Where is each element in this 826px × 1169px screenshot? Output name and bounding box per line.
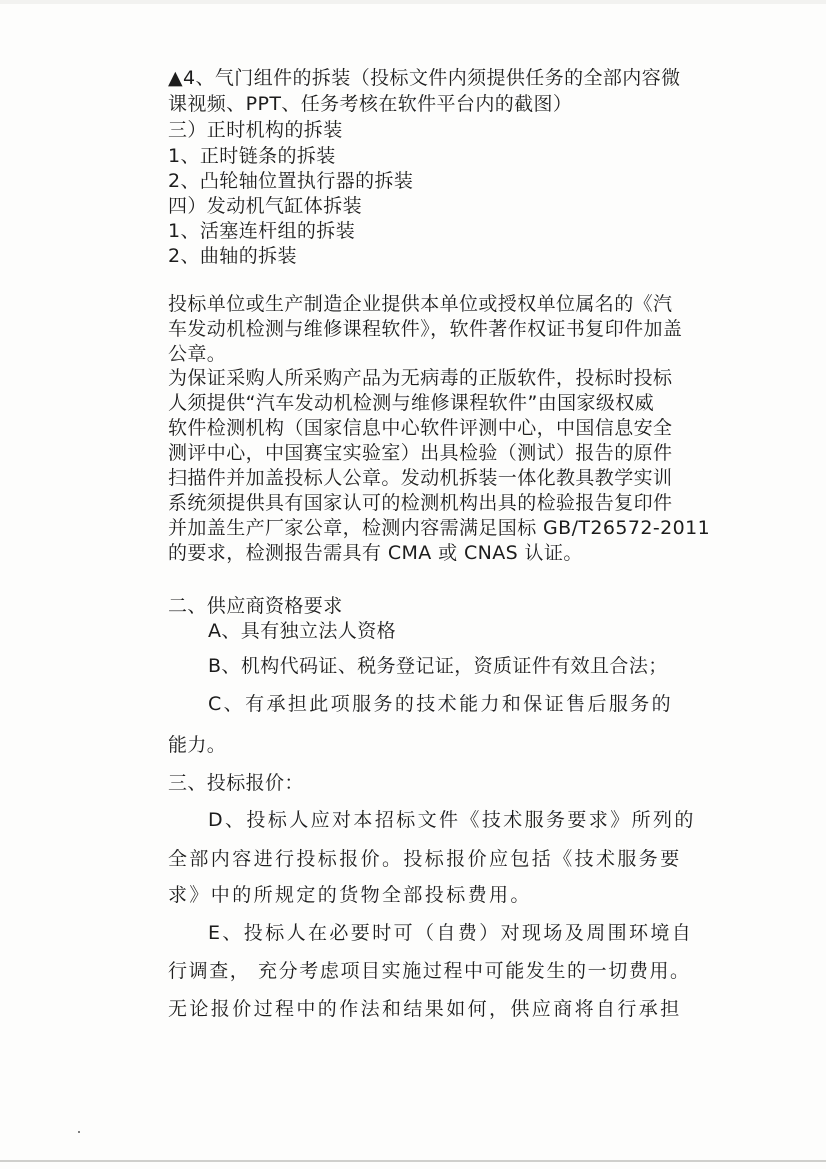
quotation-e: E、投标人在必要时可（自费）对现场及周围环境自 [208, 922, 694, 944]
paragraph-antivirus-l3: 软件检测机构（国家信息中心软件评测中心，中国信息安全 [168, 417, 673, 439]
item-camshaft-actuator: 2、凸轮轴位置执行器的拆装 [168, 170, 414, 192]
quotation-e-l3: 无论报价过程中的作法和结果如何，供应商将自行承担 [168, 998, 682, 1020]
paragraph-antivirus-l5: 扫描件并加盖投标人公章。发动机拆装一体化教具教学实训 [168, 467, 673, 489]
requirement-a: A、具有独立法人资格 [208, 620, 396, 642]
requirement-c: C、有承担此项服务的技术能力和保证售后服务的 [208, 693, 674, 715]
scan-top-edge [0, 0, 826, 4]
quotation-d: D、投标人应对本招标文件《技术服务要求》所列的 [208, 809, 696, 831]
section-supplier-qualification: 二、供应商资格要求 [168, 595, 343, 617]
item-valve-assembly: ▲4、气门组件的拆装（投标文件内须提供任务的全部内容微 [168, 67, 681, 89]
item-crankshaft: 2、曲轴的拆装 [168, 245, 297, 267]
item-piston-rod: 1、活塞连杆组的拆装 [168, 220, 356, 242]
quotation-e-l2: 行调查， 充分考虑项目实施过程中可能发生的一切费用。 [168, 960, 691, 982]
paragraph-antivirus-l2: 人须提供“汽车发动机检测与维修课程软件”由国家级权威 [168, 392, 655, 414]
paragraph-software-copyright-l3: 公章。 [168, 343, 227, 365]
requirement-c-continued: 能力。 [168, 734, 227, 756]
paragraph-software-copyright-l2: 车发动机检测与维修课程软件》，软件著作权证书复印件加盖 [168, 318, 683, 340]
section-bid-quotation: 三、投标报价： [168, 772, 304, 794]
paragraph-software-copyright: 投标单位或生产制造企业提供本单位或授权单位属名的《汽 [168, 293, 673, 315]
item-valve-assembly-continued: 课视频、PPT、任务考核在软件平台内的截图） [168, 93, 573, 115]
paragraph-antivirus: 为保证采购人所采购产品为无病毒的正版软件，投标时投标 [168, 367, 673, 389]
quotation-d-l2: 全部内容进行投标报价。投标报价应包括《技术服务要 [168, 848, 682, 870]
requirement-b: B、机构代码证、税务登记证，资质证件有效且合法； [208, 655, 668, 677]
scan-speck [78, 1131, 80, 1133]
item-timing-chain: 1、正时链条的拆装 [168, 145, 336, 167]
paragraph-antivirus-l4: 测评中心，中国赛宝实验室）出具检验（测试）报告的原件 [168, 442, 673, 464]
section-timing-mechanism: 三）正时机构的拆装 [168, 119, 343, 141]
section-cylinder-block: 四）发动机气缸体拆装 [168, 195, 363, 217]
paragraph-antivirus-l6: 系统须提供具有国家认可的检测机构出具的检验报告复印件 [168, 492, 673, 514]
paragraph-antivirus-l8: 的要求，检测报告需具有 CMA 或 CNAS 认证。 [168, 542, 583, 564]
quotation-d-l3: 求》中的所规定的货物全部投标费用。 [168, 884, 532, 906]
paragraph-antivirus-l7: 并加盖生产厂家公章，检测内容需满足国标 GB/T26572-2011 [168, 517, 711, 539]
scan-bottom-edge [0, 1160, 826, 1162]
